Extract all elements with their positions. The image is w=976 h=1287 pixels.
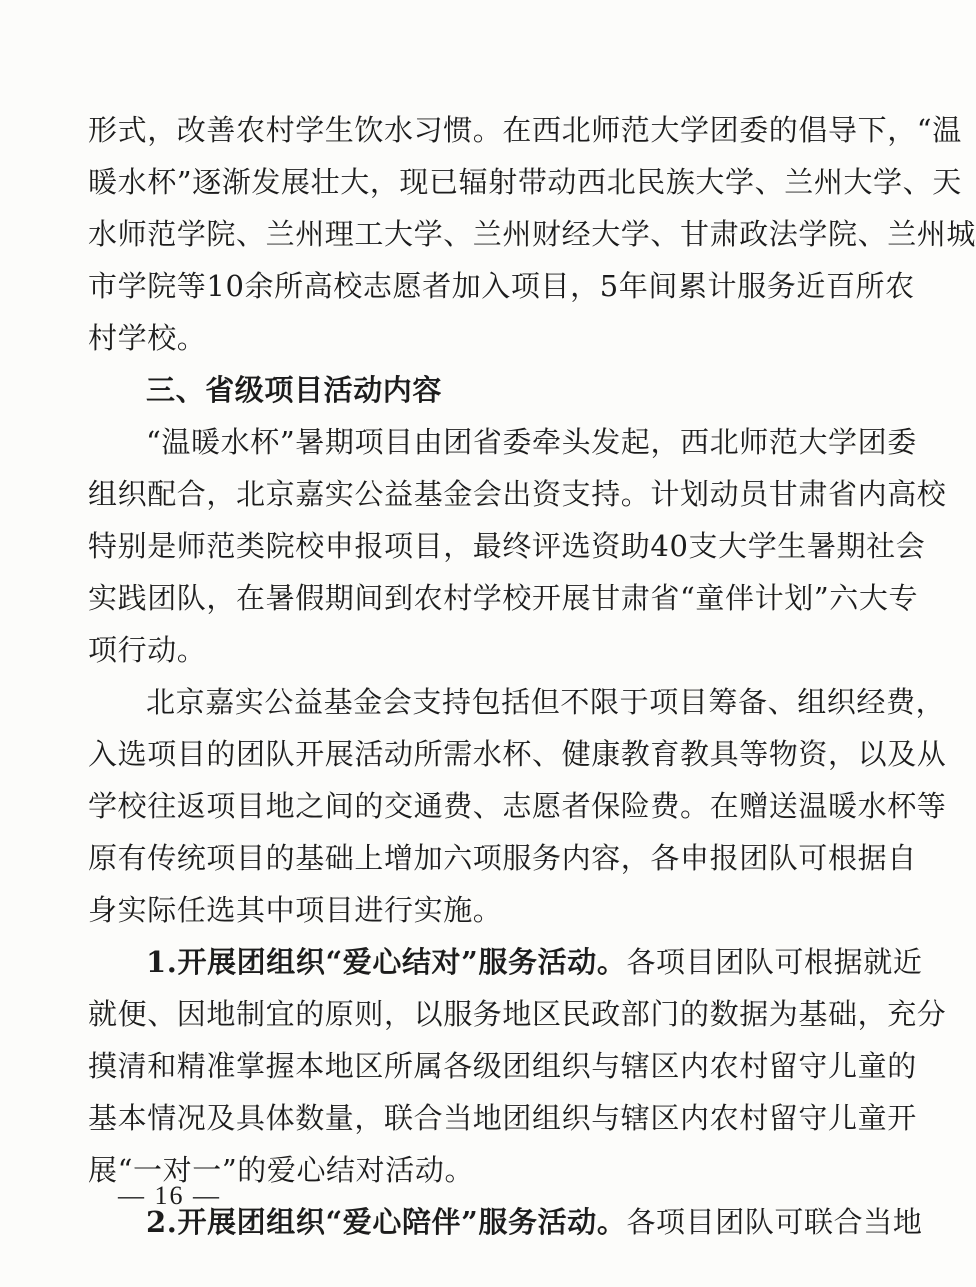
text-line: 原有传统项目的基础上增加六项服务内容，各申报团队可根据自 [88,841,917,875]
text-line: 项行动。 [88,633,207,667]
text-line [146,936,923,988]
text-line: 村学校。 [88,321,207,355]
line-text: 各项目团队可联合当地 [626,1205,923,1239]
text-line: 组织配合，北京嘉实公益基金会出资支持。计划动员甘肃省内高校 [88,477,947,511]
text-line: 身实际任选其中项目进行实施。 [88,893,503,927]
text-line: 暖水杯”逐渐发展壮大，现已辐射带动西北民族大学、兰州大学、天 [88,165,962,199]
text-line: 摸清和精准掌握本地区所属各级团组织与辖区内农村留守儿童的 [88,1049,917,1083]
text-line: 北京嘉实公益基金会支持包括但不限于项目筹备、组织经费， [146,685,946,719]
bold-lead-text: 2.开展团组织“爱心陪伴”服务活动。 [146,1205,627,1239]
page-number: — 16 — [118,1181,221,1210]
text-line: 水师范学院、兰州理工大学、兰州财经大学、甘肃政法学院、兰州城 [88,217,976,251]
line-text: 各项目团队可根据就近 [626,945,923,979]
text-line: 学校往返项目地之间的交通费、志愿者保险费。在赠送温暖水杯等 [88,789,947,823]
text-line: 展“一对一”的爱心结对活动。 [88,1153,475,1187]
section-heading: 三、省级项目活动内容 [146,373,443,407]
text-line: 实践团队，在暑假期间到农村学校开展甘肃省“童伴计划”六大专 [88,581,919,615]
text-line: 市学院等10余所高校志愿者加入项目，5年间累计服务近百所农 [88,269,915,303]
bold-lead-text: 1.开展团组织“爱心结对”服务活动。 [146,945,627,979]
text-line: 就便、因地制宜的原则，以服务地区民政部门的数据为基础，充分 [88,997,947,1031]
text-line: 形式，改善农村学生饮水习惯。在西北师范大学团委的倡导下，“温 [88,113,962,147]
text-line: 基本情况及具体数量，联合当地团组织与辖区内农村留守儿童开 [88,1101,917,1135]
text-line [146,1196,923,1248]
text-line: “温暖水杯”暑期项目由团省委牵头发起，西北师范大学团委 [146,425,917,459]
text-line: 入选项目的团队开展活动所需水杯、健康教育教具等物资，以及从 [88,737,947,771]
text-line: 特别是师范类院校申报项目，最终评选资助40支大学生暑期社会 [88,529,926,563]
